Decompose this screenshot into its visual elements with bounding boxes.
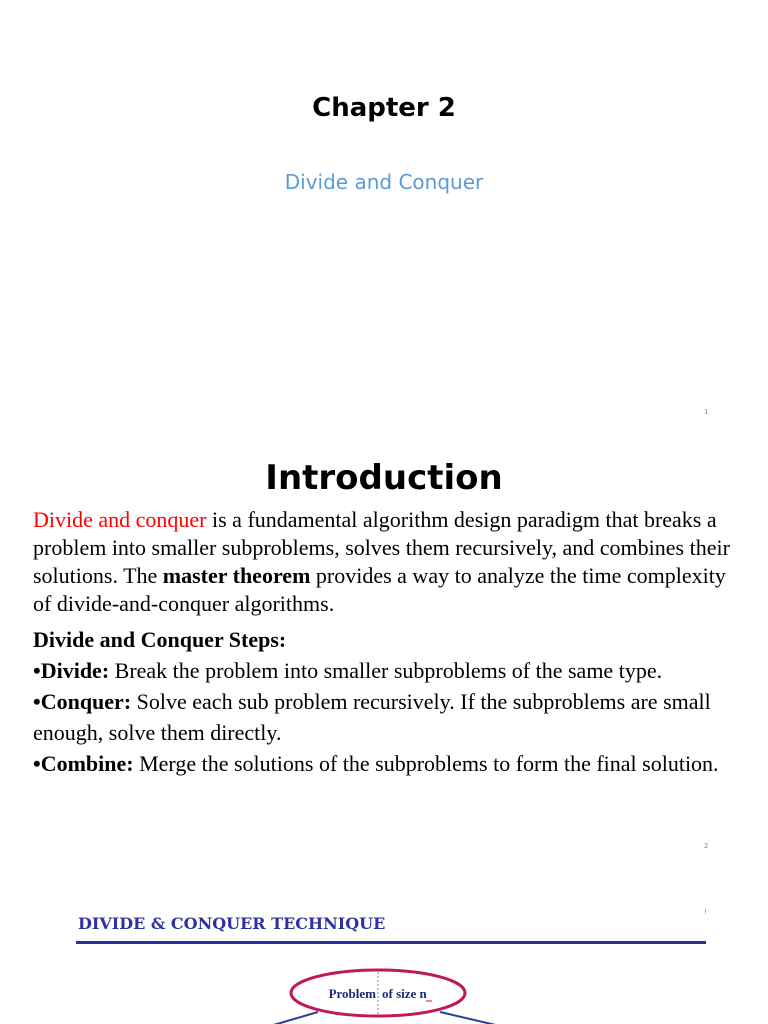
step-bullet: • xyxy=(33,751,41,776)
step-text: Merge the solutions of the subproblems to form the final solution. xyxy=(133,751,719,776)
step-bullet: • xyxy=(33,658,41,683)
slide-1 xyxy=(0,0,768,432)
intro-bold: master theorem xyxy=(162,563,311,588)
node-label-left: Problem xyxy=(328,986,376,1001)
steps-heading: Divide and Conquer Steps: xyxy=(33,627,287,652)
intro-text-1: is a fundamental algorithm design paradigm that breaks a problem into smaller subproblems, solves them recursively, and combines their solutions. The xyxy=(33,507,730,588)
step-bullet: • xyxy=(33,689,41,714)
step-text: Solve each sub problem recursively. If the subproblems are small enough, solve them directly. xyxy=(33,689,711,745)
slide-body xyxy=(33,506,745,779)
node-label-right: of size n xyxy=(382,986,427,1001)
slide-mark: ! xyxy=(704,908,707,916)
intro-paragraph xyxy=(33,506,745,618)
technique-title: DIVIDE & CONQUER TECHNIQUE xyxy=(78,914,386,933)
step-label: Conquer: xyxy=(40,689,132,714)
intro-highlight: Divide and conquer xyxy=(33,507,207,532)
page-number: 2 xyxy=(704,842,709,850)
chapter-subtitle: Divide and Conquer xyxy=(284,170,484,194)
chapter-title: Chapter 2 xyxy=(312,93,456,123)
step-combine xyxy=(33,748,745,779)
intro-text-2: provides a way to analyze the time complexity of divide-and-conquer algorithms. xyxy=(33,563,726,616)
divide-conquer-diagram xyxy=(0,864,768,1024)
step-conquer xyxy=(33,686,745,748)
slide-2 xyxy=(0,432,768,864)
slide-title: Introduction xyxy=(265,458,503,498)
step-text: Break the problem into smaller subproblems of the same type. xyxy=(109,658,663,683)
page-number: 1 xyxy=(704,408,709,416)
step-label: Combine: xyxy=(40,751,134,776)
slide-3 xyxy=(0,864,768,1024)
right-branch-line xyxy=(440,1012,500,1024)
step-divide xyxy=(33,655,745,686)
step-label: Divide: xyxy=(40,658,110,683)
left-branch-line xyxy=(270,1012,318,1024)
